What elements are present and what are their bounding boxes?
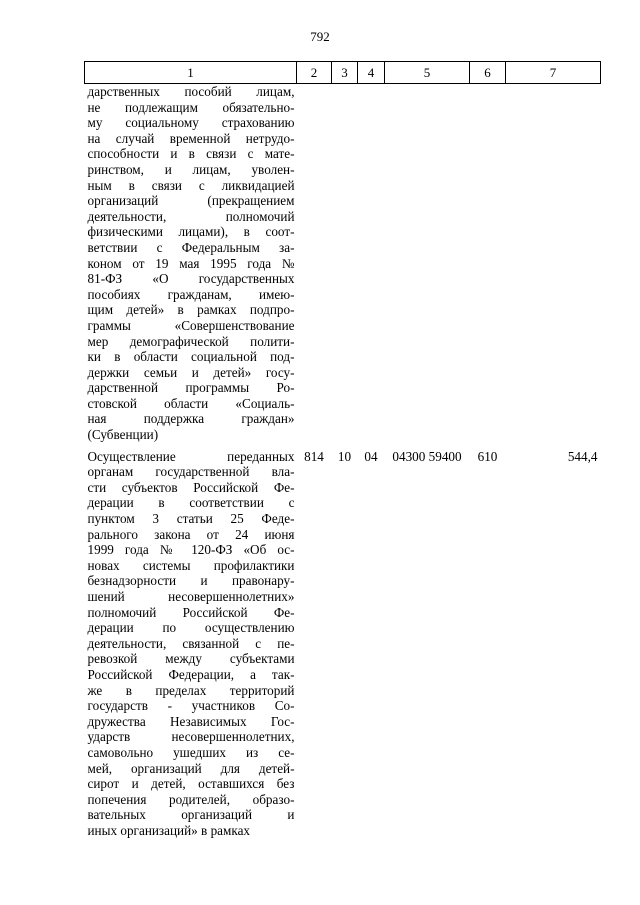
description-line: стовской области «Социаль-: [87, 395, 295, 411]
row-description: [85, 443, 297, 839]
header-col-7: 7: [506, 62, 601, 84]
description-line: иных организаций» в рамках: [87, 822, 251, 838]
cell-amount: [506, 84, 601, 443]
description-line: Осуществление переданных: [87, 448, 295, 464]
cell-expense-type: 610: [477, 448, 498, 464]
description-line: 1999 года № 120-ФЗ «Об ос-: [87, 542, 295, 558]
description-line: дерации по осуществлению: [87, 620, 295, 636]
header-col-1: 1: [85, 62, 297, 84]
description-line: на случай временной нетрудо-: [87, 130, 295, 146]
header-col-6: 6: [470, 62, 506, 84]
description-line: попечения родителей, образо-: [87, 791, 295, 807]
description-line: же в пределах территорий: [87, 682, 295, 698]
description-line: шений несовершеннолетних»: [87, 589, 295, 604]
description-line: органам государственной вла-: [87, 464, 295, 480]
description-line: (Субвенции): [87, 427, 159, 443]
row-description: [85, 84, 297, 443]
cell-ministry: [297, 84, 332, 443]
table-header: [85, 62, 601, 84]
description-line: ринством, и лицам, уволен-: [87, 161, 295, 177]
page-number: 792: [310, 29, 330, 44]
description-line: ная поддержка граждан»: [87, 411, 295, 427]
description-line: ки в области социальной под-: [87, 349, 295, 365]
description-line: деятельности, связанной с пе-: [87, 635, 295, 651]
description-line: вательных организаций и: [87, 807, 295, 823]
cell-target-item: 04300 59400: [392, 448, 462, 464]
description-line: сти субъектов Российской Фе-: [87, 479, 295, 495]
description-line: деятельности, полномочий: [87, 208, 295, 224]
description-line: государств - участников Со-: [87, 698, 295, 714]
cell-section: 10: [337, 448, 352, 464]
description-line: рального закона от 24 июня: [87, 526, 295, 542]
description-line: дарственных пособий лицам,: [87, 84, 295, 99]
description-line: способности и в связи с мате-: [87, 146, 295, 162]
description-line: пунктом 3 статьи 25 Феде-: [87, 511, 295, 527]
description-line: ударств несовершеннолетних,: [87, 729, 295, 745]
description-line: держки семьи и детей» госу-: [87, 364, 295, 380]
cell-amount: 544,4: [567, 448, 598, 464]
header-col-3: 3: [332, 62, 358, 84]
description-line: граммы «Совершенствование: [87, 317, 295, 333]
cell-subsection: [358, 84, 385, 443]
description-line: Российской Федерации, а так-: [87, 666, 295, 682]
description-line: дерации в соответствии с: [87, 495, 295, 511]
header-col-5: 5: [385, 62, 470, 84]
description-line: ветствии с Федеральным за-: [87, 239, 295, 255]
budget-table: [84, 61, 601, 839]
cell-ministry: 814: [304, 448, 324, 464]
description-line: 81-ФЗ «О государственных: [87, 271, 295, 287]
description-line: безнадзорности и правонару-: [87, 573, 295, 589]
description-line: коном от 19 мая 1995 года №: [87, 255, 295, 271]
description-line: мер демографической полити-: [87, 333, 295, 349]
description-line: сирот и детей, оставшихся без: [87, 776, 295, 792]
table-row: [85, 84, 601, 443]
description-line: полномочий Российской Фе-: [87, 604, 295, 620]
description-line: пособиях гражданам, имею-: [87, 286, 295, 302]
table-row: [85, 443, 601, 839]
description-line: дарственной программы Ро-: [87, 380, 295, 396]
description-line: ревозкой между субъектами: [87, 651, 295, 667]
description-line: физическими лицами), в соот-: [87, 224, 295, 240]
header-col-2: 2: [297, 62, 332, 84]
cell-section: [332, 84, 358, 443]
header-col-4: 4: [358, 62, 385, 84]
description-line: ным в связи с ликвидацией: [87, 177, 295, 193]
cell-expense-type: [470, 84, 506, 443]
description-line: мей, организаций для детей-: [87, 760, 295, 776]
description-line: самовольно ушедших из се-: [87, 744, 295, 760]
description-line: не подлежащим обязательно-: [87, 99, 295, 115]
description-line: новах системы профилактики: [87, 557, 295, 573]
description-line: дружества Независимых Гос-: [87, 713, 295, 729]
description-line: му социальному страхованию: [87, 115, 295, 131]
description-line: щим детей» в рамках подпро-: [87, 302, 295, 318]
cell-subsection: 04: [364, 448, 378, 464]
description-line: организаций (прекращением: [87, 193, 295, 209]
cell-target-item: [385, 84, 470, 443]
